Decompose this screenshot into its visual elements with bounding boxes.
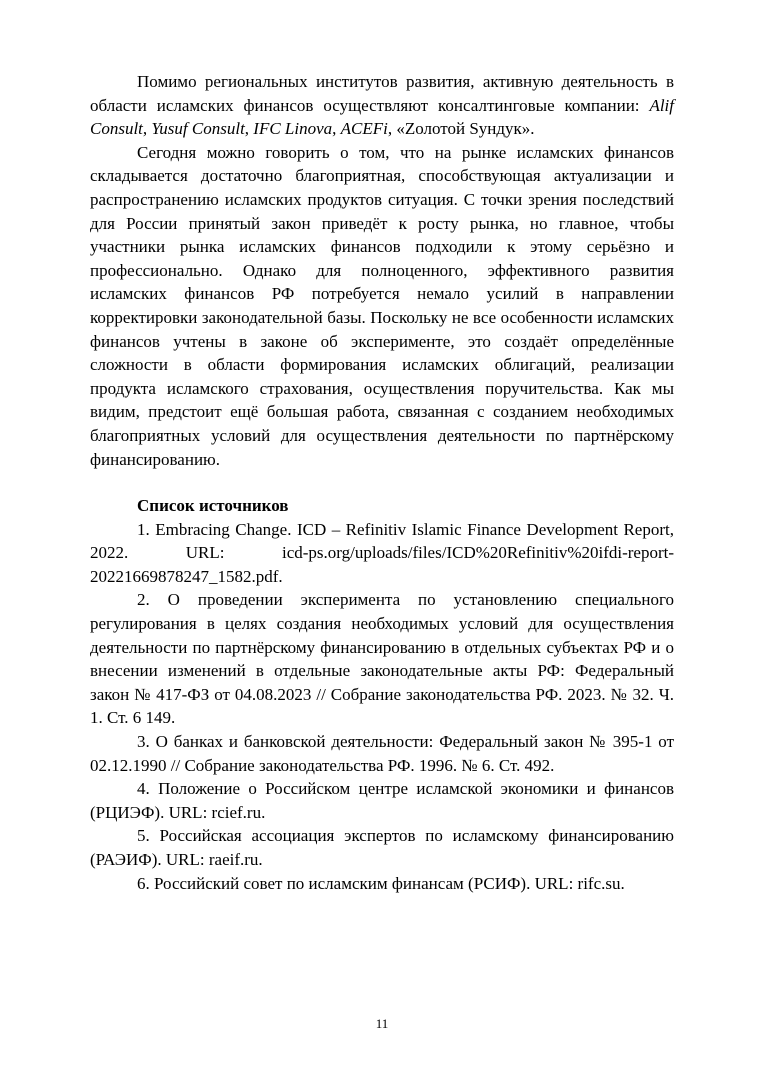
company-yusuf-consult: Yusuf Consult [151,119,245,139]
source-text: 1. Embracing Change. ICD – Refinitiv Islamic Finance Development Report, 2022. URL: [90,519,674,563]
source-text-end: . [258,850,263,869]
page-number: 11 [375,1016,389,1031]
separator: , [332,119,341,139]
source-text: 4. Положение о Российском центре исламской экономики и финансов (РЦИЭФ). URL: [90,779,674,822]
source-text: 6. Российский совет по исламским финансам (РСИФ). URL: [137,873,578,893]
paragraph-consulting-companies [90,70,674,141]
source-text: 2. О проведении эксперимента по установлению специального регулирования в целях создания необходимых условий для осуществления деятельности по партнёрскому финансированию в отдельных субъектах РФ и о внесении изменений в отдельные законодательные акты РФ: Федеральный закон № 417-ФЗ от 04.08.2023 // Собрание законодательства РФ. 2023. № 32. Ч. 1. Ст. 6 149. [90,590,674,728]
company-zolotoy-sunduk: , «Zолотой Sундук». [387,119,535,139]
document-body [90,70,674,895]
source-text-end: . [278,566,283,586]
company-alif-consult: Alif Consult [90,95,674,139]
source-url-link[interactable]: raeif.ru [208,850,259,869]
separator: , [142,119,152,139]
separator: , [244,119,254,139]
sources-list [90,518,674,896]
source-item [90,824,674,871]
source-item [90,730,674,777]
source-text-end: . [620,873,625,893]
source-url-link[interactable]: rifc.su [577,873,621,893]
source-item [90,777,674,824]
source-item [90,518,674,589]
company-ifc-linova: IFC Linova [253,119,333,139]
source-text-end: . [261,802,266,822]
sources-heading: Список источников [137,496,289,516]
paragraph-text: Помимо региональных институтов развития, активную деятельность в области исламских финансов осуществляют консалтинговые компании: [90,72,674,115]
source-text: 3. О банках и банковской деятельности: Федеральный закон № 395-1 от 02.12.1990 // Собрание законодательства РФ. 1996. № 6. Ст. 492. [90,732,674,775]
source-url-link[interactable]: icd-ps.org/uploads/files/ICD%20Refinitiv%20ifdi-report-20221669878247_1582.pdf [90,543,674,586]
source-text: 5. Российская ассоциация экспертов по исламскому финансированию (РАЭИФ). URL: [90,826,674,869]
source-item [90,588,674,730]
company-acefi: ACEFi [340,119,388,139]
paragraph-market-conclusion: Сегодня можно говорить о том, что на рынке исламских финансов складывается достаточно благоприятная, способствующая актуализации и распространению исламских продуктов ситуация. С точки зрения последствий для России принятый закон приведёт к росту рынка, но главное, чтобы участники рынка исламских финансов подходили к этому серьёзно и профессионально. Однако для полноценного, эффективного развития исламских финансов РФ потребуется немало усилий в направлении корректировки законодательной базы. Поскольку не все особенности исламских финансов учтены в законе об эксперименте, это создаёт определённые сложности в области формирования исламских облигаций, реализации продукта исламского страхования, осуществления поручительства. Как мы видим, предстоит ещё большая работа, связанная с созданием необходимых благоприятных условий для осуществления деятельности по партнёрскому финансированию. [90,142,674,469]
source-item [90,872,674,896]
source-url-link[interactable]: rcief.ru [211,802,262,822]
